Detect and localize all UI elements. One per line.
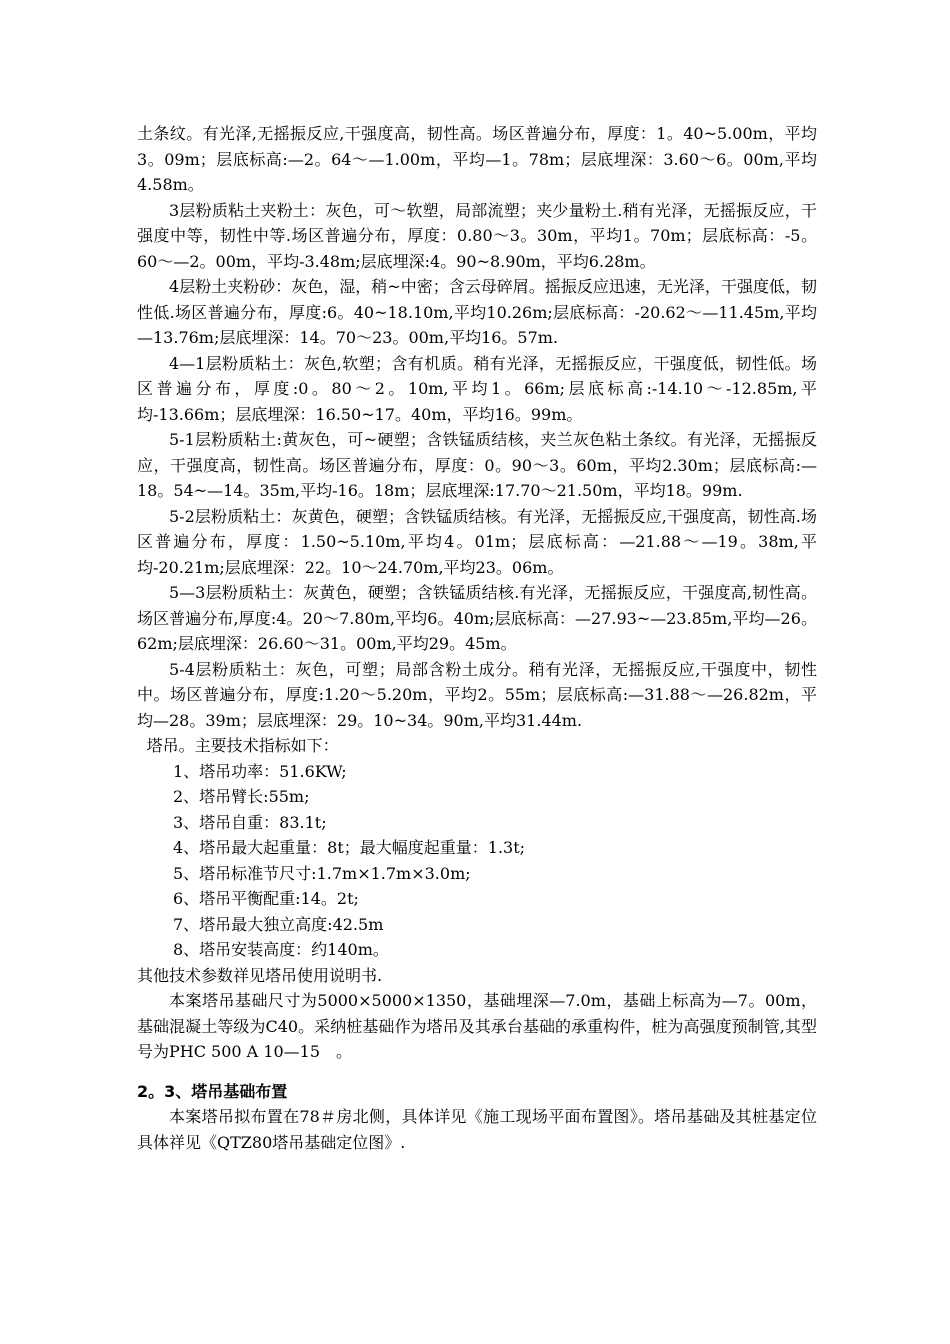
spec-item: 3、塔吊自重：83.1t;	[173, 812, 327, 832]
spec-item: 8、塔吊安装高度：约140m。	[173, 940, 389, 959]
paragraph-foundation: 本案塔吊基础尺寸为5000×5000×1350，基础埋深—7.0m，基础上标高为—7。00m，基础混凝土等级为C40。采纳桩基础作为塔吊及其承台基础的承重构件，桩为高强度预制管,其型号为PHC 500 A 10—15 。	[137, 991, 817, 1061]
spec-item: 5、塔吊标准节尺寸:1.7m×1.7m×3.0m;	[173, 863, 471, 883]
spec-item: 7、塔吊最大独立高度:42.5m	[173, 914, 384, 934]
spec-item: 4、塔吊最大起重量：8t；最大幅度起重量：1.3t;	[173, 838, 526, 857]
spec-item: 2、塔吊臂长:55m;	[173, 787, 310, 806]
paragraph-layer-4: 4层粉土夹粉砂：灰色，湿，稍~中密；含云母碎屑。摇振反应迅速，无光泽，干强度低，韧性低.场区普遍分布，厚度:6。40~18.10m,平均10.26m;层底标高：-20.62～—11.45m,平均—13.76m;层底埋深：14。70～23。00m,平均16。57m.	[137, 277, 817, 347]
document-page	[137, 121, 817, 1155]
paragraph-layer-4-1: 4—1层粉质粘土：灰色,软塑；含有机质。稍有光泽，无摇振反应，干强度低，韧性低。场区普遍分布，厚度:0。80～2。10m,平均1。66m;层底标高:-14.10～-12.85m,平均-13.66m；层底埋深：16.50~17。40m，平均16。99m。	[137, 353, 817, 424]
paragraph-other-params: 其他技术参数祥见塔吊使用说明书.	[137, 965, 383, 985]
section-heading: 2。3、塔吊基础布置	[137, 1081, 288, 1101]
spec-item: 1、塔吊功率：51.6KW;	[173, 761, 347, 781]
paragraph-layer-5-2: 5-2层粉质粘土：灰黄色，硬塑；含铁锰质结核。有光泽，无摇振反应,干强度高，韧性高.场区普遍分布，厚度：1.50~5.10m,平均4。01m；层底标高：—21.88～—19。38m,平均-20.21m;层底埋深：22。10～24.70m,平均23。06m。	[137, 506, 817, 577]
spec-item: 6、塔吊平衡配重:14。2t;	[173, 889, 359, 908]
paragraph-layer-5-4: 5-4层粉质粘土：灰色，可塑；局部含粉土成分。稍有光泽，无摇振反应,干强度中，韧性中。场区普遍分布，厚度:1.20～5.20m，平均2。55m；层底标高:—31.88～—26.82m，平均—28。39m；层底埋深：29。10~34。90m,平均31.44m.	[137, 659, 817, 730]
paragraph-crane-intro: 塔吊。主要技术指标如下：	[146, 736, 339, 755]
paragraph-layer-2-continued: 土条纹。有光泽,无摇振反应,干强度高，韧性高。场区普遍分布，厚度：1。40~5.00m，平均3。09m；层底标高:—2。64～—1.00m，平均—1。78m；层底埋深：3.60～6。00m,平均4.58m。	[137, 124, 817, 194]
crane-spec-list	[137, 759, 817, 963]
paragraph-layer-3: 3层粉质粘土夹粉土：灰色，可～软塑，局部流塑；夹少量粉土.稍有光泽，无摇振反应，干强度中等，韧性中等.场区普遍分布，厚度：0.80～3。30m，平均1。70m；层底标高：-5。60～—2。00m，平均-3.48m;层底埋深:4。90~8.90m，平均6.28m。	[137, 200, 817, 271]
paragraph-layout: 本案塔吊拟布置在78＃房北侧，具体详见《施工现场平面布置图》。塔吊基础及其桩基定位具体祥见《QTZ80塔吊基础定位图》.	[137, 1107, 817, 1152]
paragraph-layer-5-1: 5-1层粉质粘土:黄灰色，可~硬塑；含铁锰质结核，夹兰灰色粘土条纹。有光泽，无摇振反应，干强度高，韧性高。场区普遍分布，厚度：0。90～3。60m，平均2.30m；层底标高:—18。54~—14。35m,平均-16。18m；层底埋深:17.70～21.50m，平均18。99m.	[137, 430, 817, 500]
paragraph-layer-5-3: 5—3层粉质粘土：灰黄色，硬塑；含铁锰质结核.有光泽，无摇振反应，干强度高,韧性高。场区普遍分布,厚度:4。20～7.80m,平均6。40m;层底标高：—27.93~—23.85m,平均—26。62m;层底埋深：26.60～31。00m,平均29。45m。	[137, 583, 817, 653]
